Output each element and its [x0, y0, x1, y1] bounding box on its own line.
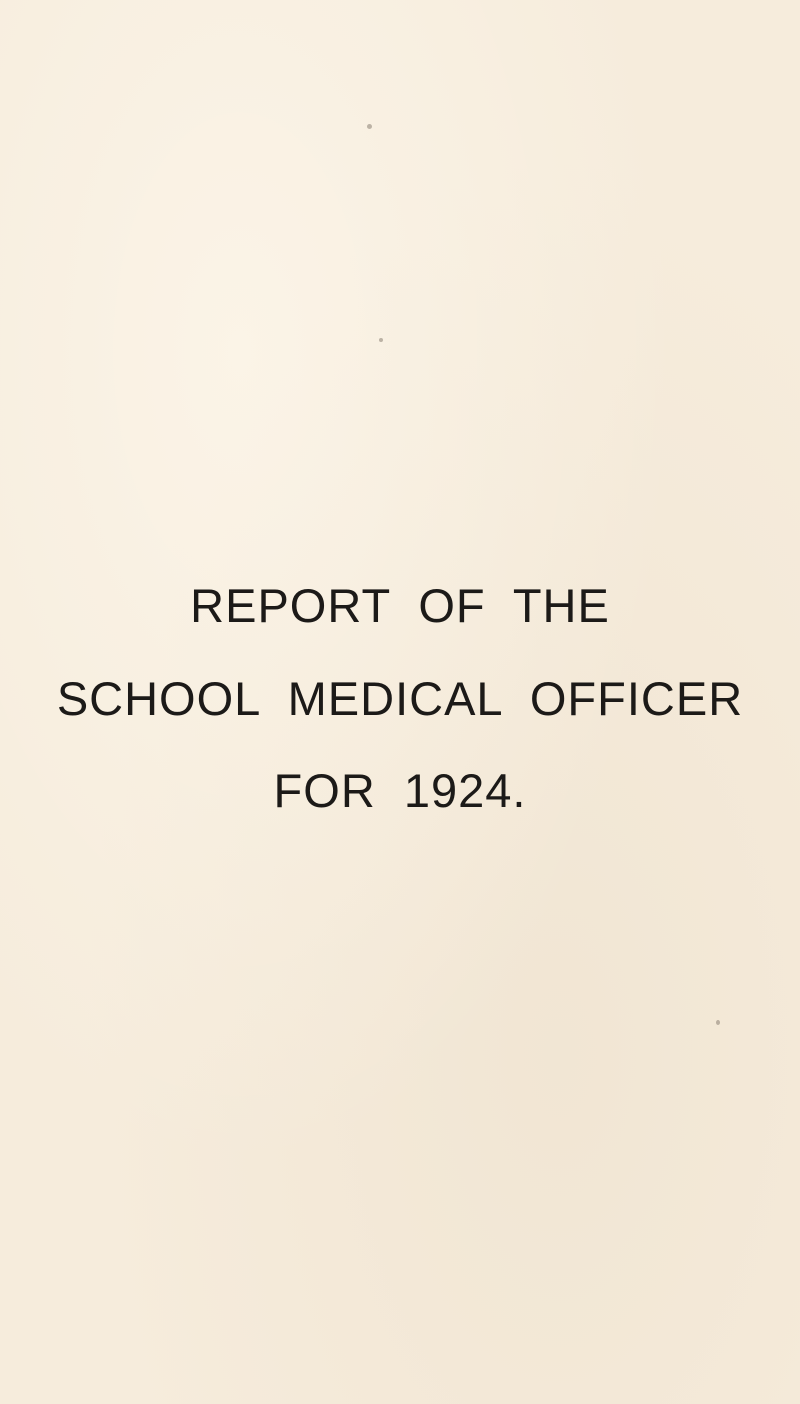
- paper-speck: [716, 1020, 720, 1025]
- report-title-line-3: FOR 1924.: [273, 764, 527, 817]
- paper-speck: [379, 338, 383, 342]
- paper-speck: [367, 124, 372, 129]
- report-title-line-2: SCHOOL MEDICAL OFFICER: [56, 672, 744, 725]
- report-title-line-1: REPORT OF THE: [190, 579, 610, 632]
